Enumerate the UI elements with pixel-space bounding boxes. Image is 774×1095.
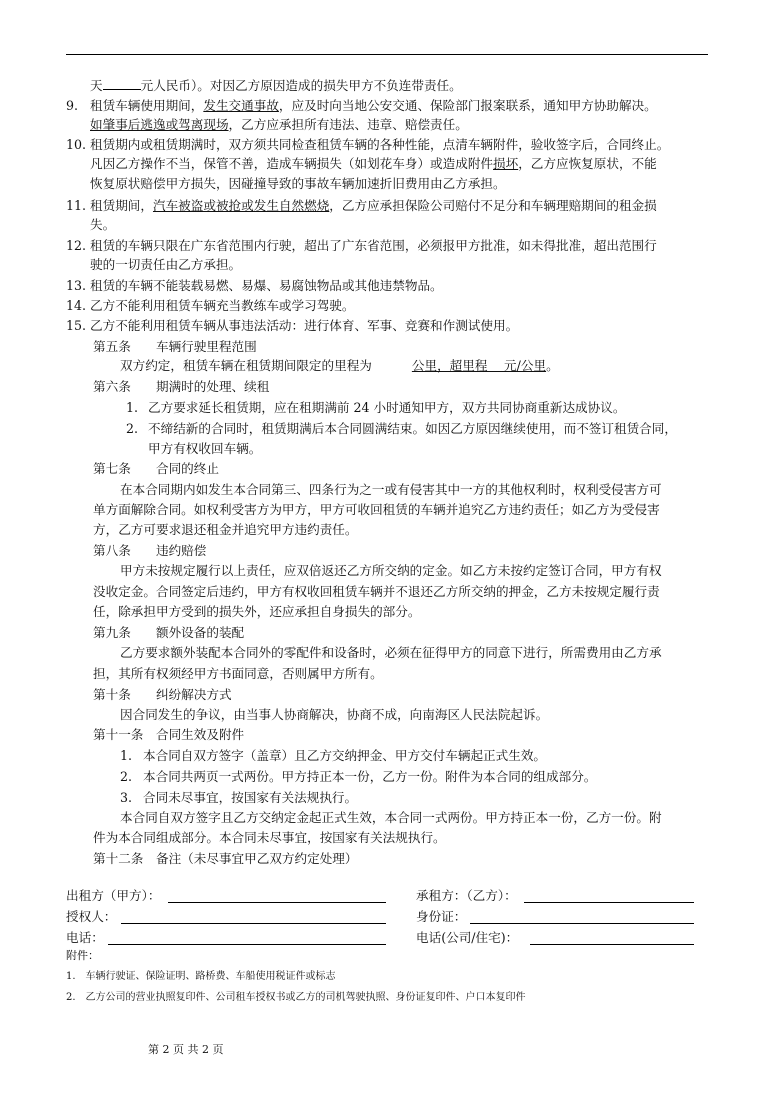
article-8-line2: 没收定金。合同签定后违约，甲方有权收回租赁车辆并不退还乙方所交纳的押金，乙方未按规定履行责 (93, 584, 660, 599)
article-11-line2: 本合同共两页一式两份。甲方持正本一份，乙方一份。附件为本合同的组成部分。 (143, 769, 597, 784)
attachment-1: 1. 车辆行驶证、保险证明、路桥费、车船使用税证件或标志 (66, 971, 336, 982)
article-7-line3: 方，乙方可要求退还租金并追究甲方违约责任。 (93, 522, 358, 537)
item-10-line2: 凡因乙方操作不当，保管不善，造成车辆损失（如划花车身）或造成附件损坏，乙方应恢复原状，不能 (90, 156, 657, 171)
article-5-text: 双方约定，租赁车辆在租赁期间限定的里程为 公里，超里程 元/公里。 (120, 358, 559, 373)
item-10-line3: 恢复原状赔偿甲方损失，因碰撞导致的事故车辆加速折旧费用由乙方承担。 (90, 176, 506, 191)
article-8-line1: 甲方未按规定履行以上责任，应双倍返还乙方所交纳的定金。如乙方未按约定签订合同，甲方有权 (120, 563, 662, 578)
article-11-line3: 合同未尽事宜，按国家有关法规执行。 (143, 790, 358, 805)
idcard-label: 身份证： (416, 909, 467, 924)
phone2-label: 电话(公司/住宅)： (416, 930, 519, 945)
article-11-num3: 3. (120, 790, 133, 805)
header-rule (66, 54, 708, 55)
continuation-line: 天 元人民币）。对因乙方原因造成的损失甲方不负连带责任。 (90, 78, 462, 93)
attachments-title: 附件： (66, 949, 99, 962)
article-11-para1: 本合同自双方签字且乙方交纳定金起正式生效，本合同一式两份。甲方持正本一份，乙方一份。附 (120, 810, 662, 825)
item-14-line1: 乙方不能利用租赁车辆充当教练车或学习驾驶。 (90, 298, 355, 313)
article-11-title: 第十一条 合同生效及附件 (93, 727, 245, 742)
article-6-line1: 乙方要求延长租赁期，应在租期满前 24 小时通知甲方，双方共同协商重新达成协议。 (148, 400, 626, 415)
article-10-line1: 因合同发生的争议，由当事人协商解决，协商不成，向南海区人民法院起诉。 (120, 707, 549, 722)
item-10-num: 10. (66, 137, 87, 152)
item-11-line2: 失。 (90, 217, 116, 232)
amount-blank (103, 76, 141, 90)
item-12-line2: 驶的一切责任由乙方承担。 (90, 257, 242, 272)
item-9-line1: 租赁车辆使用期间，发生交通事故，应及时向当地公安交通、保险部门报案联系，通知甲方协助解决。 (90, 98, 657, 113)
attachment-2: 2. 乙方公司的营业执照复印件、公司租车授权书或乙方的司机驾驶执照、身份证复印件、户口本复印件 (66, 992, 526, 1003)
item-11-num: 11. (66, 198, 87, 213)
lessor-label: 出租方（甲方）： (66, 888, 161, 903)
lessee-label: 承租方：（乙方）： (416, 888, 517, 903)
article-8-title: 第八条 违约赔偿 (93, 543, 207, 558)
item-13-num: 13. (66, 278, 87, 293)
lessor-signature-line[interactable] (168, 901, 386, 903)
phone-line[interactable] (108, 943, 386, 945)
phone-label: 电话： (66, 930, 104, 945)
lessee-signature-line[interactable] (524, 901, 694, 903)
article-10-title: 第十条 纠纷解决方式 (93, 687, 232, 702)
article-6-line2: 不缔结新的合同时，租赁期满后本合同圆满结束。如因乙方原因继续使用，而不签订租赁合同， (148, 421, 677, 436)
item-11-line1: 租赁期间，汽车被盗或被抢或发生自然燃烧，乙方应承担保险公司赔付不足分和车辆理赔期间的租金损 (90, 198, 657, 213)
article-11-para2: 件为本合同组成部分。本合同未尽事宜，按国家有关法规执行。 (93, 830, 446, 845)
article-11-num2: 2. (120, 769, 133, 784)
article-6-title: 第六条 期满时的处理、续租 (93, 379, 270, 394)
item-13-line1: 租赁的车辆不能装载易燃、易爆、易腐蚀物品或其他违禁物品。 (90, 278, 443, 293)
authorized-signature-line[interactable] (121, 922, 386, 924)
article-8-line3: 任，除承担甲方受到的损失外，还应承担自身损失的部分。 (93, 604, 421, 619)
item-12-num: 12. (66, 238, 87, 253)
item-9-num: 9. (66, 98, 79, 113)
phone2-line[interactable] (530, 943, 694, 945)
article-6-num1: 1. (126, 400, 139, 415)
authorized-label: 授权人： (66, 909, 117, 924)
article-9-line1: 乙方要求额外装配本合同外的零配件和设备时，必须在征得甲方的同意下进行，所需费用由乙方承 (120, 645, 662, 660)
item-15-num: 15. (66, 318, 87, 333)
article-9-title: 第九条 额外设备的装配 (93, 625, 245, 640)
item-9-line2: 如肇事后逃逸或驾离现场，乙方应承担所有违法、违章、赔偿责任。 (90, 117, 468, 132)
article-9-line2: 担，其所有权须经甲方书面同意，否则属甲方所有。 (93, 666, 383, 681)
item-14-num: 14. (66, 298, 87, 313)
article-12-title: 第十二条 备注（未尽事宜甲乙双方约定处理） (93, 851, 358, 866)
idcard-line[interactable] (470, 922, 694, 924)
item-15-line1: 乙方不能利用租赁车辆从事违法活动：进行体育、军事、竞赛和作测试使用。 (90, 318, 519, 333)
article-7-line1: 在本合同期内如发生本合同第三、四条行为之一或有侵害其中一方的其他权利时，权利受侵害方可 (120, 482, 662, 497)
item-12-line1: 租赁的车辆只限在广东省范围内行驶，超出了广东省范围，必须报甲方批准，如未得批准，超出范围行 (90, 238, 657, 253)
article-5-title: 第五条 车辆行驶里程范围 (93, 339, 257, 354)
article-11-line1: 本合同自双方签字（盖章）且乙方交纳押金、甲方交付车辆起正式生效。 (143, 748, 546, 763)
page-number: 第 2 页 共 2 页 (148, 1043, 224, 1056)
item-10-line1: 租赁期内或租赁期满时，双方须共同检查租赁车辆的各种性能，点清车辆附件，验收签字后，合同终止。 (90, 137, 670, 152)
article-6-num2: 2. (126, 421, 139, 436)
article-6-line3: 甲方有权收回车辆。 (148, 441, 262, 456)
article-11-num1: 1. (120, 748, 133, 763)
article-7-line2: 单方面解除合同。如权利受害方为甲方，甲方可收回租赁的车辆并追究乙方违约责任；如乙方为受侵害 (93, 502, 660, 517)
article-7-title: 第七条 合同的终止 (93, 461, 219, 476)
